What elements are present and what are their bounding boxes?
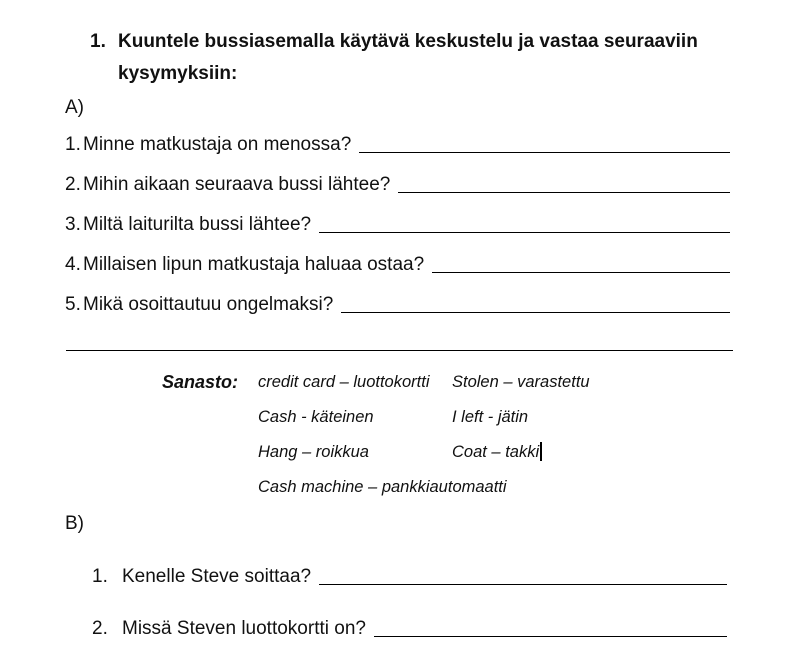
question-number: 2. [65,174,81,195]
question-row [65,174,730,195]
question-row [65,254,730,275]
vocabulary-row [258,407,590,442]
question-row [92,566,727,587]
question-row [92,618,727,639]
exercise-title [118,26,788,90]
question-text: Miltä laiturilta bussi lähtee? [83,214,312,235]
question-row [65,294,730,315]
exercise-heading [90,26,788,90]
section-divider [66,350,733,351]
question-text: Kenelle Steve soittaa? [122,566,312,587]
question-number: 2. [92,618,108,639]
exercise-number: 1. [90,31,106,52]
question-number: 5. [65,294,81,315]
answer-blank[interactable] [341,297,730,313]
exercise-title-line-2: kysymyksiin: [118,63,238,84]
vocabulary-term [452,442,542,477]
vocabulary-label: Sanasto: [162,372,239,392]
vocabulary-term: I left - jätin [452,408,529,426]
vocabulary-row [258,477,590,512]
exercise-title-line-1: Kuuntele bussiasemalla käytävä keskustelu ja vastaa seuraaviin [118,31,698,52]
vocabulary-row [258,372,590,407]
answer-blank[interactable] [432,257,730,273]
answer-blank[interactable] [374,621,727,637]
answer-blank[interactable] [398,177,730,193]
answer-blank[interactable] [319,217,730,233]
vocabulary-term: credit card – luottokortti [258,373,430,391]
vocabulary-row [258,442,590,477]
answer-blank[interactable] [359,137,730,153]
question-text: Mikä osoittautuu ongelmaksi? [83,294,334,315]
answer-blank[interactable] [319,569,727,585]
vocabulary-term: Cash machine – pankkiautomaatti [258,478,507,496]
vocabulary-list [258,372,590,512]
question-number: 4. [65,254,81,275]
question-text: Missä Steven luottokortti on? [122,618,366,639]
question-row [65,134,730,155]
vocabulary-term: Stolen – varastettu [452,373,590,391]
question-row [65,214,730,235]
vocabulary-term: Cash - käteinen [258,408,374,426]
question-number: 3. [65,214,81,235]
question-text: Minne matkustaja on menossa? [83,134,352,155]
question-text: Mihin aikaan seuraava bussi lähtee? [83,174,391,195]
text-cursor [540,442,542,461]
question-text: Millaisen lipun matkustaja haluaa ostaa? [83,254,425,275]
section-a-label: A) [65,97,84,118]
section-b-label: B) [65,513,84,534]
question-number: 1. [92,566,108,587]
question-number: 1. [65,134,81,155]
vocabulary-term: Hang – roikkua [258,443,369,461]
vocabulary-term-text: Coat – takki [452,443,540,461]
